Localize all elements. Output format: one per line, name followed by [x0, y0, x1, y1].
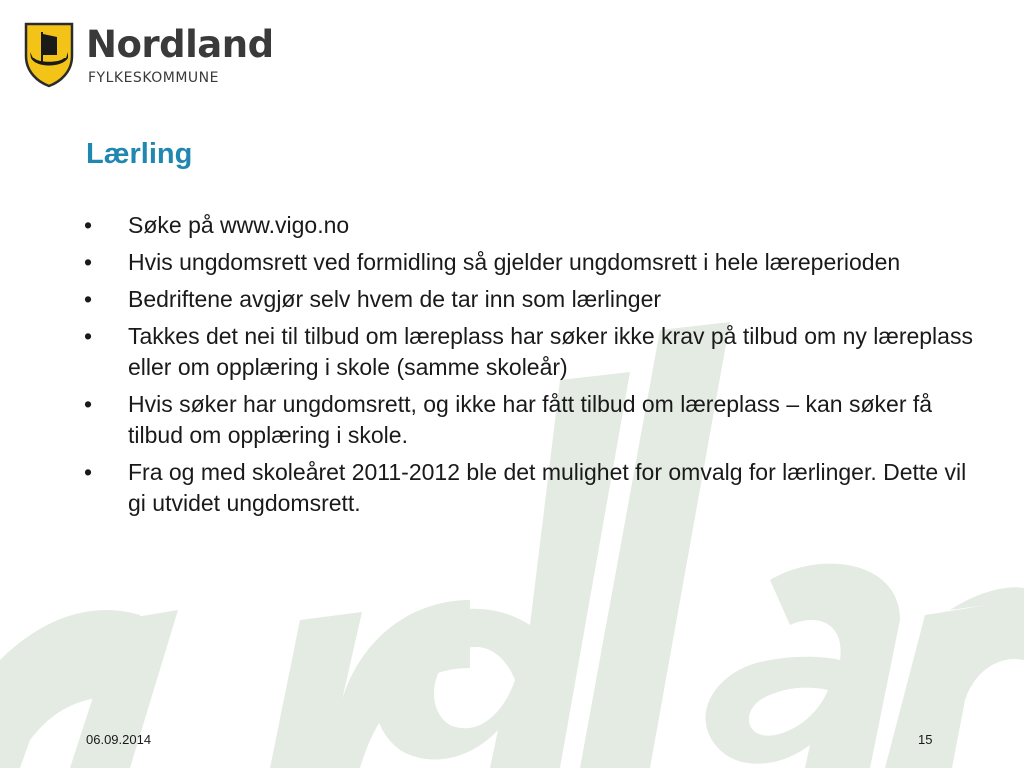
footer-date: 06.09.2014 [86, 732, 152, 747]
bullet-text: Hvis ungdomsrett ved formidling så gjelder ungdomsrett i hele læreperioden [128, 249, 901, 275]
bullet-item [84, 210, 974, 241]
bullet-item [84, 321, 974, 383]
bullet-item [84, 457, 974, 519]
bullet-item [84, 389, 974, 451]
bullet-item [84, 247, 974, 278]
bullet-dot: • [84, 212, 93, 238]
bullet-dot: • [84, 391, 93, 417]
bullet-dot: • [84, 249, 93, 275]
bullet-item [84, 284, 974, 315]
page-number: 15 [918, 732, 933, 747]
bullet-list [84, 210, 974, 525]
slide-title: Lærling [86, 138, 193, 170]
bullet-text: Hvis søker har ungdomsrett, og ikke har fått tilbud om læreplass – kan søker få tilbud om opplæring i skole. [128, 391, 933, 448]
viking-ship-shield-icon [24, 22, 74, 88]
bullet-dot: • [84, 286, 93, 312]
logo-wordmark: Nordland [86, 23, 274, 66]
logo-subtitle: FYLKESKOMMUNE [88, 70, 219, 86]
bullet-text: Bedriftene avgjør selv hvem de tar inn som lærlinger [128, 286, 662, 312]
nordland-logo [24, 22, 274, 92]
bullet-dot: • [84, 459, 93, 485]
bullet-text: Søke på www.vigo.no [128, 212, 350, 238]
bullet-dot: • [84, 323, 93, 349]
bullet-text: Fra og med skoleåret 2011-2012 ble det mulighet for omvalg for lærlinger. Dette vil gi utvidet ungdomsrett. [128, 459, 967, 516]
bullet-text: Takkes det nei til tilbud om læreplass har søker ikke krav på tilbud om ny læreplass eller om opplæring i skole (samme skoleår) [128, 323, 973, 380]
